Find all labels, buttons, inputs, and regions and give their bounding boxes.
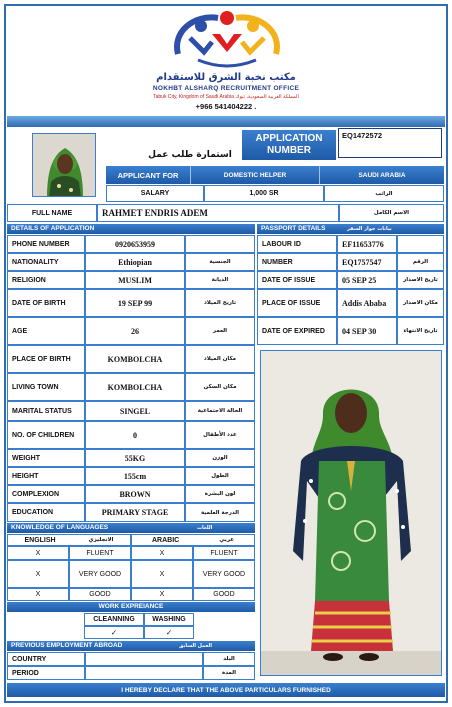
detail-value: 0920653959 <box>85 235 185 253</box>
passport-label: LABOUR ID <box>257 235 337 253</box>
lang-arabic-mark: X <box>131 560 193 588</box>
period-value <box>85 666 203 680</box>
passport-details-header-ar: بيانات جواز السفر <box>341 224 444 234</box>
lang-english-level: FLUENT <box>69 546 131 560</box>
period-label-ar: المدة <box>203 666 255 680</box>
office-address: Tabuk City, Kingdom of Saudi Arabia المملكة العربية السعودية، تبوك <box>153 94 299 100</box>
application-number: EQ1472572 <box>338 128 442 158</box>
application-number-label: APPLICATION NUMBER <box>242 130 336 160</box>
passport-label: PLACE OF ISSUE <box>257 289 337 317</box>
salary-label: SALARY <box>106 185 204 202</box>
lang-arabic-level: VERY GOOD <box>193 560 255 588</box>
passport-details-header: PASSPORT DETAILS <box>257 224 341 234</box>
country-value <box>85 652 203 666</box>
detail-label-ar: العمر <box>185 317 255 345</box>
detail-value: 0 <box>85 421 185 449</box>
applicant-photo-small <box>32 133 96 197</box>
detail-label-ar: مكان الميلاد <box>185 345 255 373</box>
lang-english-level: GOOD <box>69 588 131 601</box>
applicant-photo-large <box>260 350 442 676</box>
detail-label-ar: عدد الأطفال <box>185 421 255 449</box>
office-phone: +966 541404222 . <box>195 102 257 111</box>
detail-label: PHONE NUMBER <box>7 235 85 253</box>
office-name-en: NOKHBT ALSHARQ RECRUITMENT OFFICE <box>152 85 300 92</box>
detail-label: HEIGHT <box>7 467 85 485</box>
arabic-label-ar: عربي <box>219 537 234 543</box>
arabic-label: ARABIC <box>151 536 180 544</box>
period-label: PERIOD <box>7 666 85 680</box>
passport-label-ar: تاريخ الانتهاء <box>397 317 444 345</box>
detail-label-ar: الديانة <box>185 271 255 289</box>
salary-label-ar: الراتب <box>324 185 444 202</box>
application-title-ar: استمارة طلب عمل <box>148 150 232 160</box>
full-name-label-ar: الاسم الكامل <box>339 204 444 222</box>
lang-arabic-mark: X <box>131 546 193 560</box>
detail-label: PLACE OF BIRTH <box>7 345 85 373</box>
detail-value: KOMBOLCHA <box>85 373 185 401</box>
detail-label: AGE <box>7 317 85 345</box>
lang-english-mark: X <box>7 546 69 560</box>
detail-label: NO. OF CHILDREN <box>7 421 85 449</box>
detail-label-ar: الدرجة العلمية <box>185 503 255 522</box>
passport-value: 04 SEP 30 <box>337 317 397 345</box>
english-label-ar: الانجليزي <box>88 537 114 543</box>
detail-label-ar: الحالة الاجتماعية <box>185 401 255 421</box>
detail-label-ar: الطول <box>185 467 255 485</box>
logo-icon <box>168 8 286 74</box>
languages-header-ar: اللغات <box>197 525 213 531</box>
arabic-header <box>131 534 255 546</box>
detail-label-ar: مكان السكن <box>185 373 255 401</box>
passport-label: NUMBER <box>257 253 337 271</box>
english-label: ENGLISH <box>24 536 56 544</box>
detail-label: RELIGION <box>7 271 85 289</box>
job-position: DOMESTIC HELPER <box>190 166 320 184</box>
lang-arabic-level: FLUENT <box>193 546 255 560</box>
detail-label-ar: تاريخ الميلاد <box>185 289 255 317</box>
languages-header <box>7 523 255 533</box>
washing-check-icon: ✓ <box>144 626 194 639</box>
full-name-value: RAHMET ENDRIS ADEM <box>97 204 339 222</box>
passport-value: EQ1757547 <box>337 253 397 271</box>
country-label: COUNTRY <box>7 652 85 666</box>
detail-value: 19 SEP 99 <box>85 289 185 317</box>
detail-value: 55KG <box>85 449 185 467</box>
detail-label-ar: الوزن <box>185 449 255 467</box>
passport-label-ar <box>397 235 444 253</box>
declaration-bar: I HEREBY DECLARE THAT THE ABOVE PARTICULARS FURNISHED <box>7 683 445 697</box>
detail-value: MUSLIM <box>85 271 185 289</box>
header-band <box>7 116 445 127</box>
languages-header-label: KNOWLEDGE OF LANGUAGES <box>11 524 109 531</box>
passport-label-ar: الرقم <box>397 253 444 271</box>
passport-label: DATE OF ISSUE <box>257 271 337 289</box>
detail-label: DATE OF BIRTH <box>7 289 85 317</box>
previous-employment-header <box>7 641 255 651</box>
lang-arabic-mark: X <box>131 588 193 601</box>
job-country: SAUDI ARABIA <box>358 171 406 179</box>
country-label-ar: البلد <box>203 652 255 666</box>
lang-english-mark: X <box>7 560 69 588</box>
passport-label-ar: مكان الاصدار <box>397 289 444 317</box>
detail-label-ar: الجنسية <box>185 253 255 271</box>
application-details-header: DETAILS OF APPLICATION <box>7 224 255 234</box>
passport-value: Addis Ababa <box>337 289 397 317</box>
lang-english-level: VERY GOOD <box>69 560 131 588</box>
detail-label: LIVING TOWN <box>7 373 85 401</box>
detail-label: NATIONALITY <box>7 253 85 271</box>
salary-value: 1,000 SR <box>204 185 324 202</box>
cleaning-check-icon: ✓ <box>84 626 144 639</box>
cleaning-label: CLEANNING <box>84 613 144 626</box>
full-name-label: FULL NAME <box>7 204 97 222</box>
passport-label: DATE OF EXPIRED <box>257 317 337 345</box>
detail-label: EDUCATION <box>7 503 85 522</box>
passport-value: EF11653776 <box>337 235 397 253</box>
lang-arabic-level: GOOD <box>193 588 255 601</box>
detail-value: PRIMARY STAGE <box>85 503 185 522</box>
detail-value: 155cm <box>85 467 185 485</box>
english-header <box>7 534 131 546</box>
passport-value: 05 SEP 25 <box>337 271 397 289</box>
detail-label-ar <box>185 235 255 253</box>
previous-employment-label-ar: العمل السابق <box>179 643 212 649</box>
detail-value: Ethiopian <box>85 253 185 271</box>
previous-employment-label: PREVIOUS EMPLOYMENT ABROAD <box>11 642 123 649</box>
detail-label: WEIGHT <box>7 449 85 467</box>
applicant-for-label: APPLICANT FOR <box>117 170 179 180</box>
work-experience-header: WORK EXPREIANCE <box>7 602 255 612</box>
detail-label: COMPLEXION <box>7 485 85 503</box>
passport-label-ar: تاريخ الاصدار <box>397 271 444 289</box>
detail-value: SINGEL <box>85 401 185 421</box>
detail-value: 26 <box>85 317 185 345</box>
detail-value: KOMBOLCHA <box>85 345 185 373</box>
detail-label: MARITAL STATUS <box>7 401 85 421</box>
detail-value: BROWN <box>85 485 185 503</box>
washing-label: WASHING <box>144 613 194 626</box>
detail-label-ar: لون البشرة <box>185 485 255 503</box>
lang-english-mark: X <box>7 588 69 601</box>
office-name-ar: مكتب نخبة الشرق للاستقدام <box>156 72 296 83</box>
